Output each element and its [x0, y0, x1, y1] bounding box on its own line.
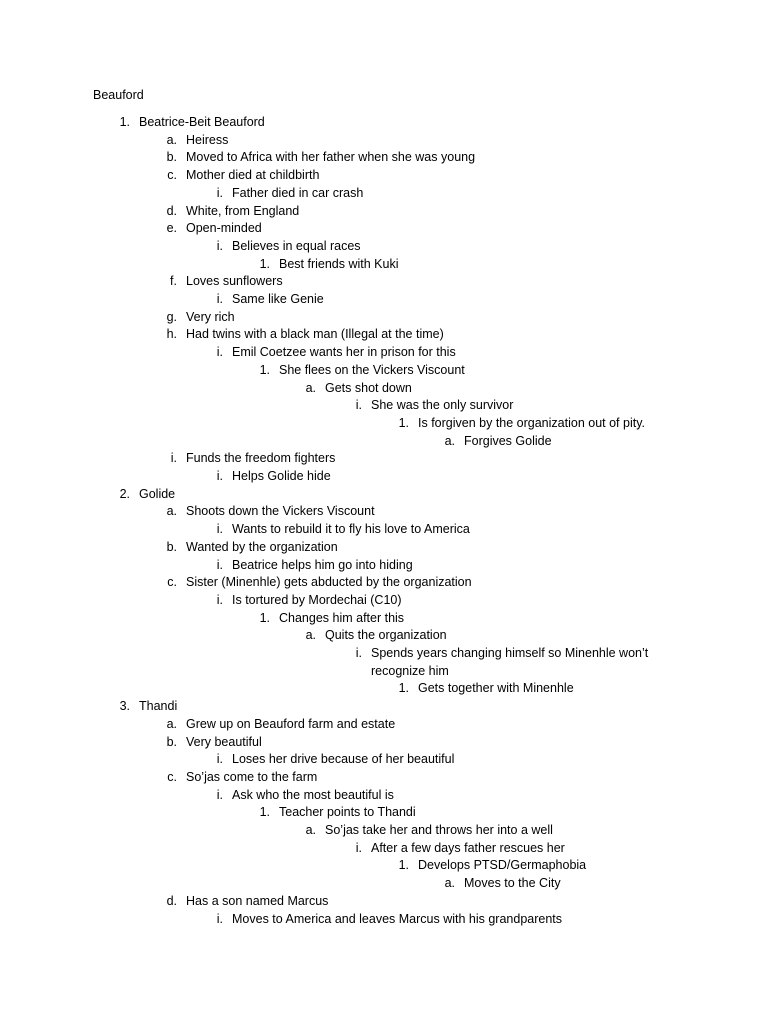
outline-marker: 2. — [119, 487, 130, 501]
outline-text: Golide — [139, 487, 176, 501]
outline-text: Quits the organization — [325, 628, 447, 642]
outline-marker: a. — [444, 876, 455, 890]
outline-text: Is tortured by Mordechai (C10) — [232, 593, 402, 607]
outline-marker: g. — [166, 310, 177, 324]
outline-text: Mother died at childbirth — [186, 168, 320, 182]
outline-text: Very rich — [186, 310, 235, 324]
outline-text: Best friends with Kuki — [279, 257, 399, 271]
outline-marker: i. — [216, 292, 223, 306]
outline-text: Father died in car crash — [232, 186, 364, 200]
outline-marker: i. — [216, 593, 223, 607]
outline-marker: a. — [305, 628, 316, 642]
outline-text: Emil Coetzee wants her in prison for this — [232, 345, 456, 359]
outline-marker: a. — [166, 133, 177, 147]
outline-text: Helps Golide hide — [232, 469, 331, 483]
outline-marker: 1. — [259, 363, 270, 377]
outline-marker: i. — [216, 345, 223, 359]
outline-text: Loses her drive because of her beautiful — [232, 752, 455, 766]
outline-marker: d. — [166, 894, 177, 908]
outline-marker: 1. — [259, 257, 270, 271]
outline-text: Heiress — [186, 133, 229, 147]
outline-text: Moves to the City — [464, 876, 561, 890]
outline-text: Is forgiven by the organization out of pity. — [418, 416, 645, 430]
outline-marker: i. — [216, 752, 223, 766]
document-title: Beauford — [93, 88, 144, 102]
outline-marker: i. — [355, 398, 362, 412]
outline-marker: a. — [305, 381, 316, 395]
outline-marker: i. — [355, 646, 362, 660]
outline-text: Wanted by the organization — [186, 540, 338, 554]
outline-marker: b. — [166, 540, 177, 554]
outline-text: Gets shot down — [325, 381, 412, 395]
outline-text: Funds the freedom fighters — [186, 451, 336, 465]
outline-marker: 1. — [398, 416, 409, 430]
outline-text: So’jas take her and throws her into a well — [325, 823, 553, 837]
outline-text: Shoots down the Vickers Viscount — [186, 504, 375, 518]
outline-text: Thandi — [139, 699, 178, 713]
outline-text: Believes in equal races — [232, 239, 361, 253]
outline-marker: 3. — [119, 699, 130, 713]
outline-text: Develops PTSD/Germaphobia — [418, 858, 587, 872]
outline-text: Changes him after this — [279, 611, 405, 625]
outline-marker: 1. — [259, 805, 270, 819]
outline-marker: a. — [166, 717, 177, 731]
outline-marker: 1. — [398, 858, 409, 872]
outline-text: So’jas come to the farm — [186, 770, 318, 784]
outline-text: Loves sunflowers — [186, 274, 283, 288]
outline-marker: b. — [166, 735, 177, 749]
outline-marker: d. — [166, 204, 177, 218]
outline-text: Open-minded — [186, 221, 262, 235]
outline-marker: c. — [167, 575, 177, 589]
outline-text: Forgives Golide — [464, 434, 552, 448]
outline-text: Wants to rebuild it to fly his love to America — [232, 522, 470, 536]
outline-text: Teacher points to Thandi — [279, 805, 416, 819]
outline-marker: a. — [166, 504, 177, 518]
outline-marker: i. — [216, 239, 223, 253]
outline-text: Has a son named Marcus — [186, 894, 329, 908]
outline-marker: 1. — [119, 115, 130, 129]
outline-marker: i. — [216, 522, 223, 536]
outline-marker: f. — [170, 274, 177, 288]
outline-marker: a. — [444, 434, 455, 448]
outline-marker: i. — [216, 912, 223, 926]
outline-text: Spends years changing himself so Minenhle won’t — [371, 646, 649, 660]
outline-marker: i. — [216, 558, 223, 572]
outline-marker: i. — [216, 186, 223, 200]
outline-marker: c. — [167, 168, 177, 182]
outline-text: Very beautiful — [186, 735, 262, 749]
outline-text: She was the only survivor — [371, 398, 514, 412]
outline-marker: c. — [167, 770, 177, 784]
outline-marker: i. — [216, 469, 223, 483]
outline-text: Ask who the most beautiful is — [232, 788, 394, 802]
outline-marker: e. — [166, 221, 177, 235]
outline-text: Sister (Minenhle) gets abducted by the organization — [186, 575, 472, 589]
outline-text: Beatrice-Beit Beauford — [139, 115, 265, 129]
outline-marker: i. — [355, 841, 362, 855]
outline-text: Moved to Africa with her father when she was young — [186, 150, 476, 164]
outline-marker: 1. — [398, 681, 409, 695]
outline-text: White, from England — [186, 204, 300, 218]
outline-text: Same like Genie — [232, 292, 324, 306]
outline-text: Gets together with Minenhle — [418, 681, 574, 695]
outline-marker: h. — [166, 327, 177, 341]
outline-marker: b. — [166, 150, 177, 164]
outline-marker: a. — [305, 823, 316, 837]
outline-text: Beatrice helps him go into hiding — [232, 558, 413, 572]
outline-marker: i. — [216, 788, 223, 802]
outline-text: After a few days father rescues her — [371, 841, 565, 855]
outline-marker: 1. — [259, 611, 270, 625]
outline-text: recognize him — [371, 664, 449, 678]
outline-text: She flees on the Vickers Viscount — [279, 363, 465, 377]
outline-text: Grew up on Beauford farm and estate — [186, 717, 396, 731]
outline-text: Had twins with a black man (Illegal at the time) — [186, 327, 444, 341]
outline-text: Moves to America and leaves Marcus with his grandparents — [232, 912, 563, 926]
outline-marker: i. — [170, 451, 177, 465]
